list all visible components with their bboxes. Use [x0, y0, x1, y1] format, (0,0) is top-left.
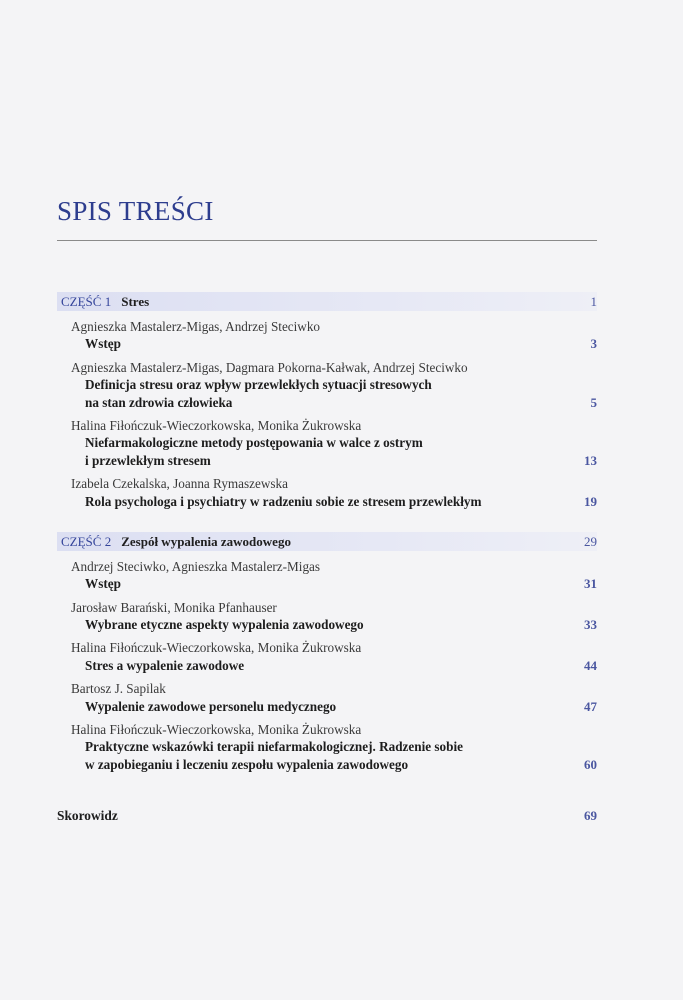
- page-number: 5: [590, 394, 597, 410]
- entry-title-line: [57, 575, 597, 592]
- entry-authors: Halina Fiłończuk-Wieczorkowska, Monika Żukrowska: [71, 640, 362, 656]
- toc-entry[interactable]: [57, 475, 597, 510]
- page-number: 13: [584, 452, 597, 468]
- page-number: 60: [584, 756, 597, 772]
- entry-title-text: w zapobieganiu i leczeniu zespołu wypalenia zawodowego: [85, 756, 409, 772]
- entry-title-line: [57, 335, 597, 352]
- toc-entry[interactable]: [57, 318, 597, 353]
- toc-entry[interactable]: [57, 359, 597, 411]
- entry-title-text: Wybrane etyczne aspekty wypalenia zawodowego: [85, 617, 364, 633]
- entry-authors: Agnieszka Mastalerz-Migas, Dagmara Pokorna-Kałwak, Andrzej Steciwko: [71, 359, 468, 375]
- entry-title-text: Praktyczne wskazówki terapii niefarmakologicznej. Radzenie sobie: [85, 739, 463, 755]
- entry-title-line: [57, 738, 597, 755]
- entry-title-line: [57, 493, 597, 510]
- part-label: CZĘŚĆ 2: [61, 533, 112, 549]
- entry-authors: Halina Fiłończuk-Wieczorkowska, Monika Żukrowska: [71, 417, 362, 433]
- page-number: 44: [584, 657, 597, 673]
- entry-authors: Agnieszka Mastalerz-Migas, Andrzej Steciwko: [71, 319, 321, 334]
- page-number: 31: [584, 576, 597, 592]
- entry-title-line: [57, 657, 597, 674]
- toc-entry[interactable]: [57, 721, 597, 773]
- page-number: 1: [590, 294, 597, 309]
- entry-title-text: Stres a wypalenie zawodowe: [85, 657, 245, 673]
- title-divider: [57, 240, 597, 241]
- entry-title-text: Rola psychologa i psychiatry w radzeniu sobie ze stresem przewlekłym: [85, 493, 482, 509]
- entry-authors: Andrzej Steciwko, Agnieszka Mastalerz-Migas: [71, 558, 321, 574]
- toc-entry[interactable]: [57, 639, 597, 674]
- entry-title-line: [57, 698, 597, 715]
- entry-title-line: [57, 376, 597, 393]
- entry-title-text: Niefarmakologiczne metody postępowania w walce z ostrym: [85, 435, 423, 451]
- entry-authors: Izabela Czekalska, Joanna Rymaszewska: [71, 476, 288, 492]
- page-number: 69: [584, 808, 597, 824]
- toc-entry[interactable]: [57, 680, 597, 715]
- toc-entry[interactable]: [57, 558, 597, 593]
- entry-authors: Halina Fiłończuk-Wieczorkowska, Monika Żukrowska: [71, 722, 362, 738]
- toc-entry[interactable]: [57, 599, 597, 634]
- page-number: 3: [590, 336, 597, 352]
- page-number: 47: [584, 698, 597, 714]
- index-label: Skorowidz: [57, 808, 118, 824]
- toc-entry[interactable]: [57, 417, 597, 469]
- part-heading[interactable]: [57, 532, 597, 551]
- entry-authors: Bartosz J. Sapilak: [71, 681, 166, 697]
- entry-title-text: na stan zdrowia człowieka: [85, 394, 233, 410]
- entry-title-text: Wstęp: [85, 576, 121, 592]
- page-title: SPIS TREŚCI: [57, 196, 214, 226]
- entry-title-text: Wstęp: [85, 336, 121, 352]
- page-number: 29: [584, 533, 597, 549]
- part-name: Zespół wypalenia zawodowego: [121, 533, 291, 549]
- entry-title-text: i przewlekłym stresem: [85, 452, 211, 468]
- index-entry[interactable]: [57, 806, 597, 825]
- part-name: Stres: [121, 294, 150, 309]
- part-heading[interactable]: [57, 292, 597, 311]
- page-number: 33: [584, 617, 597, 633]
- part-label: CZĘŚĆ 1: [61, 294, 112, 309]
- entry-title-line: [57, 434, 597, 451]
- entry-title-line: [57, 616, 597, 633]
- entry-title-line: [57, 394, 597, 411]
- entry-title-line: [57, 756, 597, 773]
- entry-title-text: Definicja stresu oraz wpływ przewlekłych sytuacji stresowych: [85, 377, 432, 393]
- entry-title-line: [57, 452, 597, 469]
- page-number: 19: [584, 493, 597, 509]
- table-of-contents: [57, 292, 597, 825]
- entry-authors: Jarosław Barański, Monika Pfanhauser: [71, 599, 277, 615]
- entry-title-text: Wypalenie zawodowe personelu medycznego: [85, 698, 337, 714]
